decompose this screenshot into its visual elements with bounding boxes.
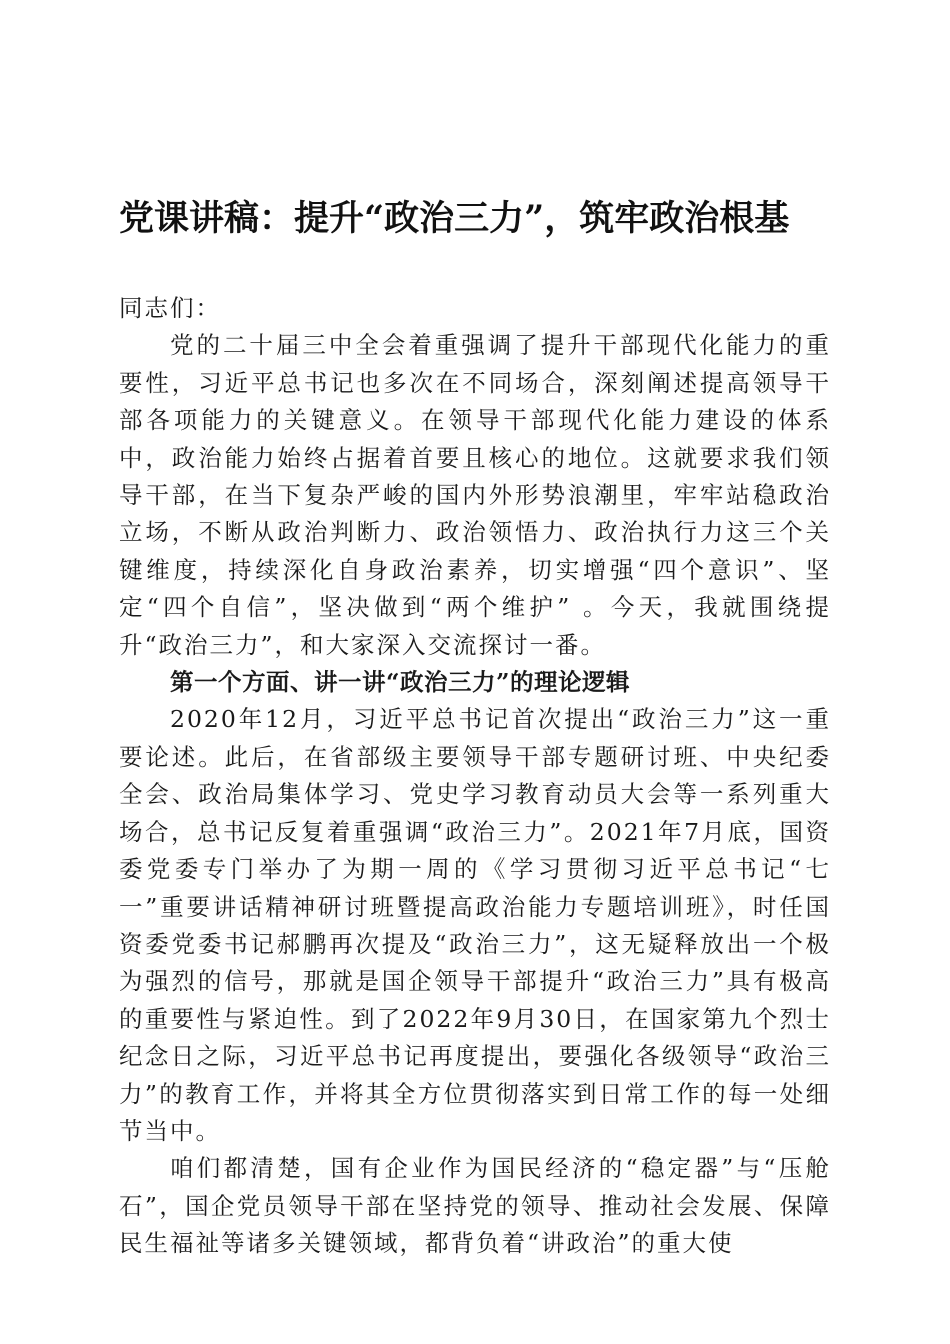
document-title: 党课讲稿：提升“政治三力”，筑牢政治根基 bbox=[119, 198, 790, 239]
salutation: 同志们： bbox=[119, 294, 221, 322]
document-body bbox=[119, 290, 831, 1263]
section-paragraph: 咱们都清楚，国有企业作为国民经济的“稳定器”与“压舱石”，国企党员领导干部在坚持党的领导、推动社会发展、保障民生福祉等诸多关键领域，都背负着“讲政治”的重大使 bbox=[119, 1154, 831, 1258]
section-heading: 第一个方面、讲一讲“政治三力”的理论逻辑 bbox=[170, 668, 631, 697]
intro-paragraph: 党的二十届三中全会着重强调了提升干部现代化能力的重要性，习近平总书记也多次在不同场合，深刻阐述提高领导干部各项能力的关键意义。在领导干部现代化能力建设的体系中，政治能力始终占据着首要且核心的地位。这就要求我们领导干部，在当下复杂严峻的国内外形势浪潮里，牢牢站稳政治立场，不断从政治判断力、政治领悟力、政治执行力这三个关键维度，持续深化自身政治素养，切实增强“四个意识”、坚定“四个自信”，坚决做到“两个维护” 。今天，我就围绕提升“政治三力”，和大家深入交流探讨一番。 bbox=[119, 331, 831, 659]
section-paragraph: 2020年12月，习近平总书记首次提出“政治三力”这一重要论述。此后，在省部级主要领导干部专题研讨班、中央纪委全会、政治局集体学习、党史学习教育动员大会等一系列重大场合，总书记反复着重强调“政治三力”。2021年7月底，国资委党委专门举办了为期一周的《学习贯彻习近平总书记“七一”重要讲话精神研讨班暨提高政治能力专题培训班》，时任国资委党委书记郝鹏再次提及“政治三力”，这无疑释放出一个极为强烈的信号，那就是国企领导干部提升“政治三力”具有极高的重要性与紧迫性。到了2022年9月30日，在国家第九个烈士纪念日之际，习近平总书记再度提出，要强化各级领导“政治三力”的教育工作，并将其全方位贯彻落实到日常工作的每一处细节当中。 bbox=[119, 705, 831, 1145]
